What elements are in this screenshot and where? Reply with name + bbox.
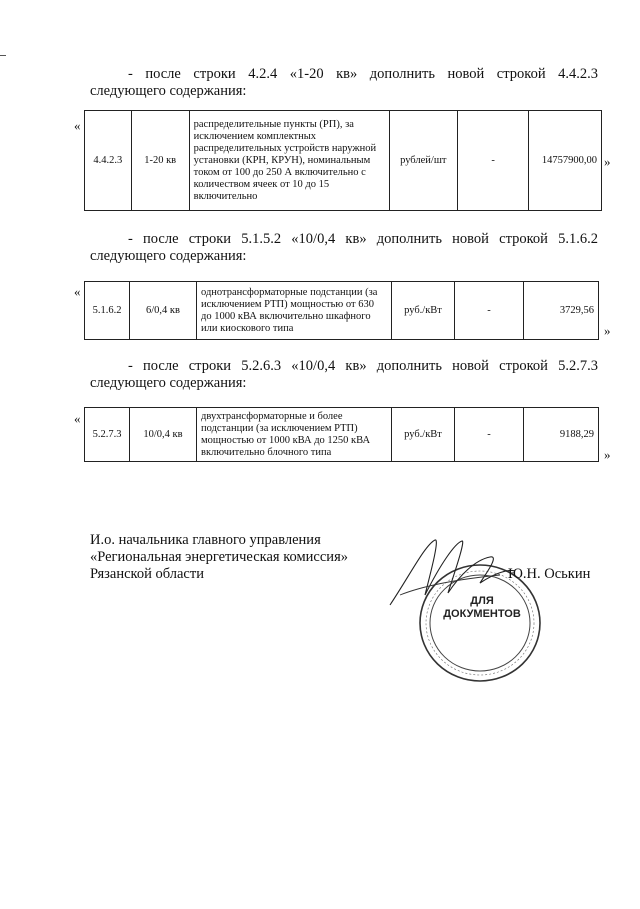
instruction-line: следующего содержания: — [90, 83, 247, 99]
row-code: 5.2.7.3 — [85, 408, 130, 462]
row-unit: руб./кВт — [392, 282, 455, 340]
table-row-5-2-7-3 — [84, 407, 599, 462]
signature-line: И.о. начальника главного управления — [90, 532, 321, 548]
close-quote: » — [604, 323, 611, 338]
row-description: двухтрансформаторные и более подстанции (за исключением РТП) мощностью от 1000 кВА до 1250 кВА включительно блочного типа — [197, 408, 392, 462]
row-unit: рублей/шт — [389, 111, 457, 211]
close-quote: » — [604, 447, 611, 462]
signatory-name: Ю.Н. Оськин — [508, 566, 591, 582]
row-dash: - — [455, 282, 524, 340]
row-voltage: 6/0,4 кв — [130, 282, 197, 340]
signature-line: «Региональная энергетическая комиссия» — [90, 549, 348, 565]
instruction-paragraph-3 — [90, 358, 598, 392]
row-value: 9188,29 — [524, 408, 599, 462]
instruction-paragraph-1 — [90, 66, 598, 100]
signature-line: Рязанской области — [90, 566, 204, 582]
instruction-line: - после строки 5.2.6.3 «10/0,4 кв» дополнить новой строкой 5.2.7.3 — [128, 358, 598, 374]
stamp-line: ДОКУМЕНТОВ — [443, 608, 521, 620]
instruction-line: - после строки 5.1.5.2 «10/0,4 кв» дополнить новой строкой 5.1.6.2 — [128, 231, 598, 247]
row-unit: руб./кВт — [392, 408, 455, 462]
instruction-line: следующего содержания: — [90, 248, 247, 264]
instruction-line: следующего содержания: — [90, 375, 247, 391]
signature-block — [90, 532, 348, 583]
row-code: 5.1.6.2 — [85, 282, 130, 340]
table-row-4-4-2-3 — [84, 110, 602, 211]
row-code: 4.4.2.3 — [85, 111, 132, 211]
table-row-5-1-6-2 — [84, 281, 599, 340]
row-dash: - — [455, 408, 524, 462]
row-voltage: 10/0,4 кв — [130, 408, 197, 462]
open-quote: « — [74, 284, 81, 299]
scan-edge-mark — [0, 55, 6, 56]
instruction-paragraph-2 — [90, 231, 598, 265]
row-value: 14757900,00 — [529, 111, 602, 211]
instruction-line: - после строки 4.2.4 «1-20 кв» дополнить новой строкой 4.4.2.3 — [128, 66, 598, 82]
row-dash: - — [457, 111, 528, 211]
row-voltage: 1-20 кв — [131, 111, 189, 211]
row-description: однотрансформаторные подстанции (за исключением РТП) мощностью от 630 до 1000 кВА включительно шкафного или киоскового типа — [197, 282, 392, 340]
close-quote: » — [604, 154, 611, 169]
row-value: 3729,56 — [524, 282, 599, 340]
handwritten-signature — [380, 535, 520, 615]
stamp-line: ДЛЯ — [470, 595, 494, 607]
open-quote: « — [74, 411, 81, 426]
open-quote: « — [74, 118, 81, 133]
row-description: распределительные пункты (РП), за исключением комплектных распределительных устройств наружной установки (КРН, КРУН), номинальным током от 100 до 250 А включительно с количеством ячеек от 10 до 15 включительно — [189, 111, 389, 211]
